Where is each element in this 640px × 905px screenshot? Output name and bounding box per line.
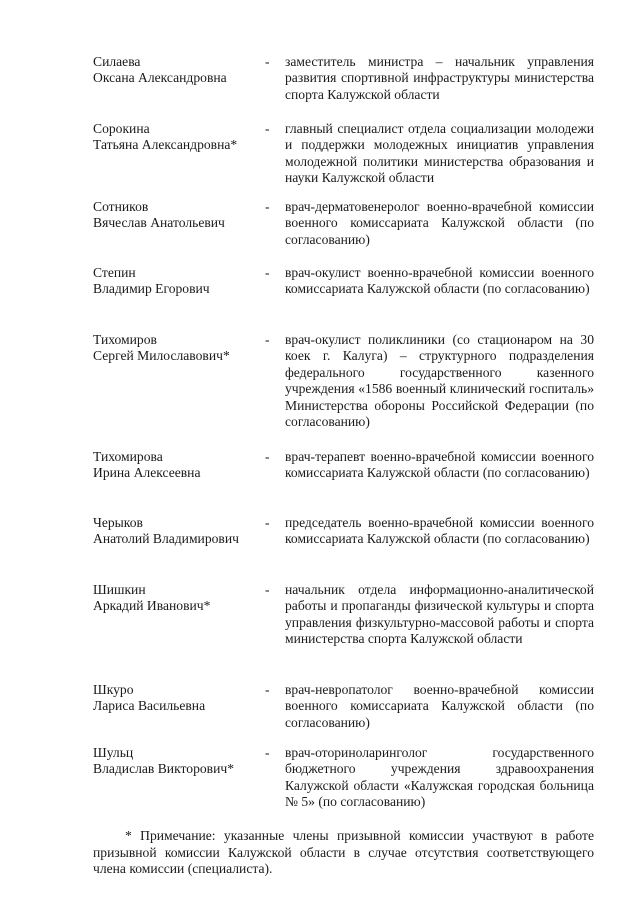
member-given-names: Владимир Егорович — [93, 281, 210, 297]
member-surname: Шишкин — [93, 582, 146, 597]
member-surname: Силаева — [93, 54, 141, 69]
footnote-text: * Примечание: указанные члены призывной комиссии участвуют в работе призывной комиссии Калужской области в случае отсутствия соответствующего члена комиссии (специалиста). — [93, 828, 594, 877]
member-role: врач-окулист поликлиники (со стационаром на 30 коек г. Калуга) – структурного подразделения федерального государственного казенного учреждения «1586 военный клинический госпиталь» Министерства обороны Российской Федерации (по согласованию) — [285, 332, 594, 430]
member-given-names: Татьяна Александровна* — [93, 137, 238, 153]
member-role: врач-невропатолог военно-врачебной комиссии военного комиссариата Калужской области (по согласованию) — [285, 682, 594, 730]
footnote — [93, 828, 594, 878]
member-role: председатель военно-врачебной комиссии военного комиссариата Калужской области (по согласованию) — [285, 515, 594, 547]
member-name — [93, 332, 263, 365]
dash-separator: - — [265, 745, 270, 760]
dash-separator: - — [265, 121, 270, 136]
member-role: врач-терапевт военно-врачебной комиссии военного комиссариата Калужской области (по согласованию) — [285, 449, 594, 481]
member-surname: Тихомирова — [93, 449, 163, 464]
member-role: врач-окулист военно-врачебной комиссии военного комиссариата Калужской области (по согласованию) — [285, 265, 594, 297]
dash-separator: - — [265, 449, 270, 464]
member-role: начальник отдела информационно-аналитической работы и пропаганды физической культуры и спорта управления физкультурно-массовой работы и спорта министерства спорта Калужской области — [285, 582, 594, 647]
member-role: главный специалист отдела социализации молодежи и поддержки молодежных инициатив управления молодежной политики министерства образования и науки Калужской области — [285, 121, 594, 186]
member-name — [93, 582, 263, 615]
member-name — [93, 449, 263, 482]
member-given-names: Ирина Алексеевна — [93, 465, 201, 481]
member-name — [93, 515, 263, 548]
member-name — [93, 54, 263, 87]
member-name — [93, 121, 263, 154]
dash-separator: - — [265, 265, 270, 280]
member-surname: Степин — [93, 265, 136, 280]
member-surname: Сорокина — [93, 121, 150, 136]
dash-separator: - — [265, 582, 270, 597]
dash-separator: - — [265, 515, 270, 530]
dash-separator: - — [265, 682, 270, 697]
member-given-names: Владислав Викторович* — [93, 761, 234, 777]
member-surname: Шульц — [93, 745, 134, 760]
member-given-names: Анатолий Владимирович — [93, 531, 239, 547]
member-given-names: Вячеслав Анатольевич — [93, 215, 225, 231]
member-name — [93, 265, 263, 298]
member-given-names: Сергей Милославович* — [93, 348, 230, 364]
member-name — [93, 199, 263, 232]
member-given-names: Аркадий Иванович* — [93, 598, 211, 614]
dash-separator: - — [265, 332, 270, 347]
member-name — [93, 682, 263, 715]
member-surname: Шкуро — [93, 682, 134, 697]
dash-separator: - — [265, 199, 270, 214]
member-given-names: Оксана Александровна — [93, 70, 227, 86]
member-surname: Сотников — [93, 199, 149, 214]
member-role: врач-дерматовенеролог военно-врачебной комиссии военного комиссариата Калужской области (по согласованию) — [285, 199, 594, 247]
member-given-names: Лариса Васильевна — [93, 698, 206, 714]
member-surname: Тихомиров — [93, 332, 157, 347]
dash-separator: - — [265, 54, 270, 69]
member-role: врач-оториноларинголог государственного бюджетного учреждения здравоохранения Калужской области «Калужская городская больница № 5» (по согласованию) — [285, 745, 594, 810]
member-name — [93, 745, 263, 778]
member-surname: Черыков — [93, 515, 143, 530]
member-role: заместитель министра – начальник управления развития спортивной инфраструктуры министерства спорта Калужской области — [285, 54, 594, 102]
